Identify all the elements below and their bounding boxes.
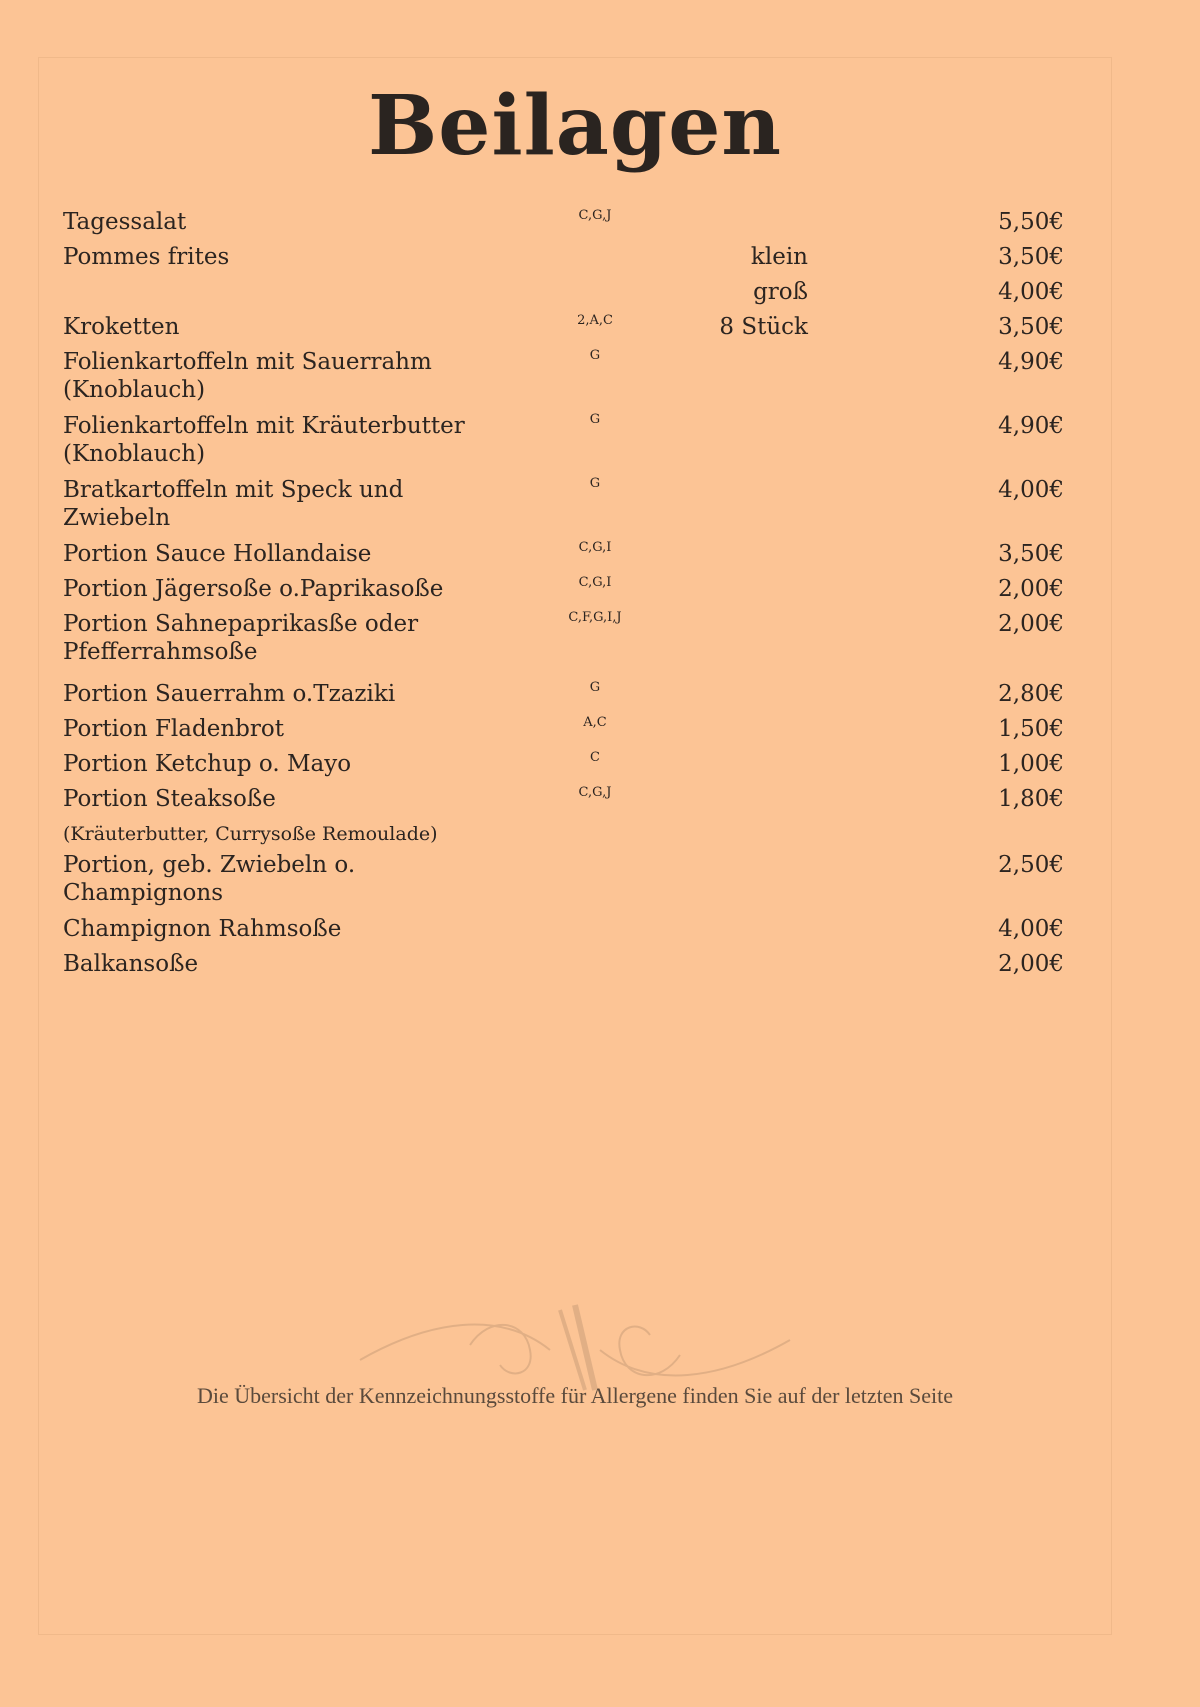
item-allergens: A,C: [583, 715, 607, 730]
item-name: Portion Sauerrahm o.Tzaziki: [63, 681, 396, 707]
item-name: Tagessalat: [63, 209, 187, 235]
item-price: 5,50€: [998, 209, 1064, 235]
item-price: 4,90€: [998, 349, 1064, 375]
item-name: Portion, geb. Zwiebeln o. Champignons: [63, 852, 356, 906]
item-price: 1,80€: [998, 786, 1064, 812]
item-price: 2,00€: [998, 576, 1064, 602]
item-allergens: C: [590, 750, 600, 765]
item-price: 4,00€: [998, 279, 1064, 305]
item-allergens: G: [589, 680, 601, 695]
item-allergens: C,G,I: [578, 575, 612, 590]
item-price: 1,50€: [998, 716, 1064, 742]
page-title: Beilagen: [367, 78, 783, 174]
item-name: Portion Sahnepaprikasße oder Pfefferrahmsoße: [63, 611, 419, 665]
item-price: 3,50€: [998, 314, 1064, 340]
item-price: 2,80€: [998, 681, 1064, 707]
item-price: 3,50€: [998, 541, 1064, 567]
item-size: klein: [750, 244, 808, 270]
item-price: 2,00€: [998, 951, 1064, 977]
item-name: Portion Jägersoße o.Paprikasoße: [63, 576, 444, 602]
item-price: 4,90€: [998, 413, 1064, 439]
item-name: Bratkartoffeln mit Speck und Zwiebeln: [63, 477, 404, 531]
item-size: 8 Stück: [719, 314, 808, 340]
item-price: 4,00€: [998, 916, 1064, 942]
item-allergens: C,G,I: [578, 540, 612, 555]
item-name: Champignon Rahmsoße: [63, 916, 342, 942]
item-name: Portion Ketchup o. Mayo: [63, 751, 352, 777]
allergen-footer-note: Die Übersicht der Kennzeichnungsstoffe für Allergene finden Sie auf der letzten Seite: [196, 1383, 954, 1408]
item-allergens: 2,A,C: [577, 313, 613, 328]
item-name: Portion Fladenbrot: [63, 716, 284, 742]
item-price: 3,50€: [998, 244, 1064, 270]
item-allergens: C,G,J: [578, 785, 612, 800]
item-name: Portion Sauce Hollandaise: [63, 541, 372, 567]
item-price: 2,00€: [998, 611, 1064, 637]
item-allergens: C,F,G,I,J: [568, 610, 622, 625]
item-name: Balkansoße: [63, 951, 199, 977]
item-name: Kroketten: [63, 314, 180, 340]
item-allergens: G: [589, 476, 601, 491]
item-name: Pommes frites: [63, 244, 230, 270]
item-size: groß: [753, 279, 808, 305]
item-name: Folienkartoffeln mit Kräuterbutter (Knoblauch): [63, 413, 465, 467]
item-name: Folienkartoffeln mit Sauerrahm (Knoblauch): [63, 349, 432, 403]
item-price: 4,00€: [998, 477, 1064, 503]
item-allergens: G: [589, 412, 601, 427]
item-name: Portion Steaksoße: [63, 786, 276, 812]
item-allergens: C,G,J: [578, 208, 612, 223]
item-price: 1,00€: [998, 751, 1064, 777]
item-allergens: G: [589, 348, 601, 363]
item-price: 2,50€: [998, 852, 1064, 878]
